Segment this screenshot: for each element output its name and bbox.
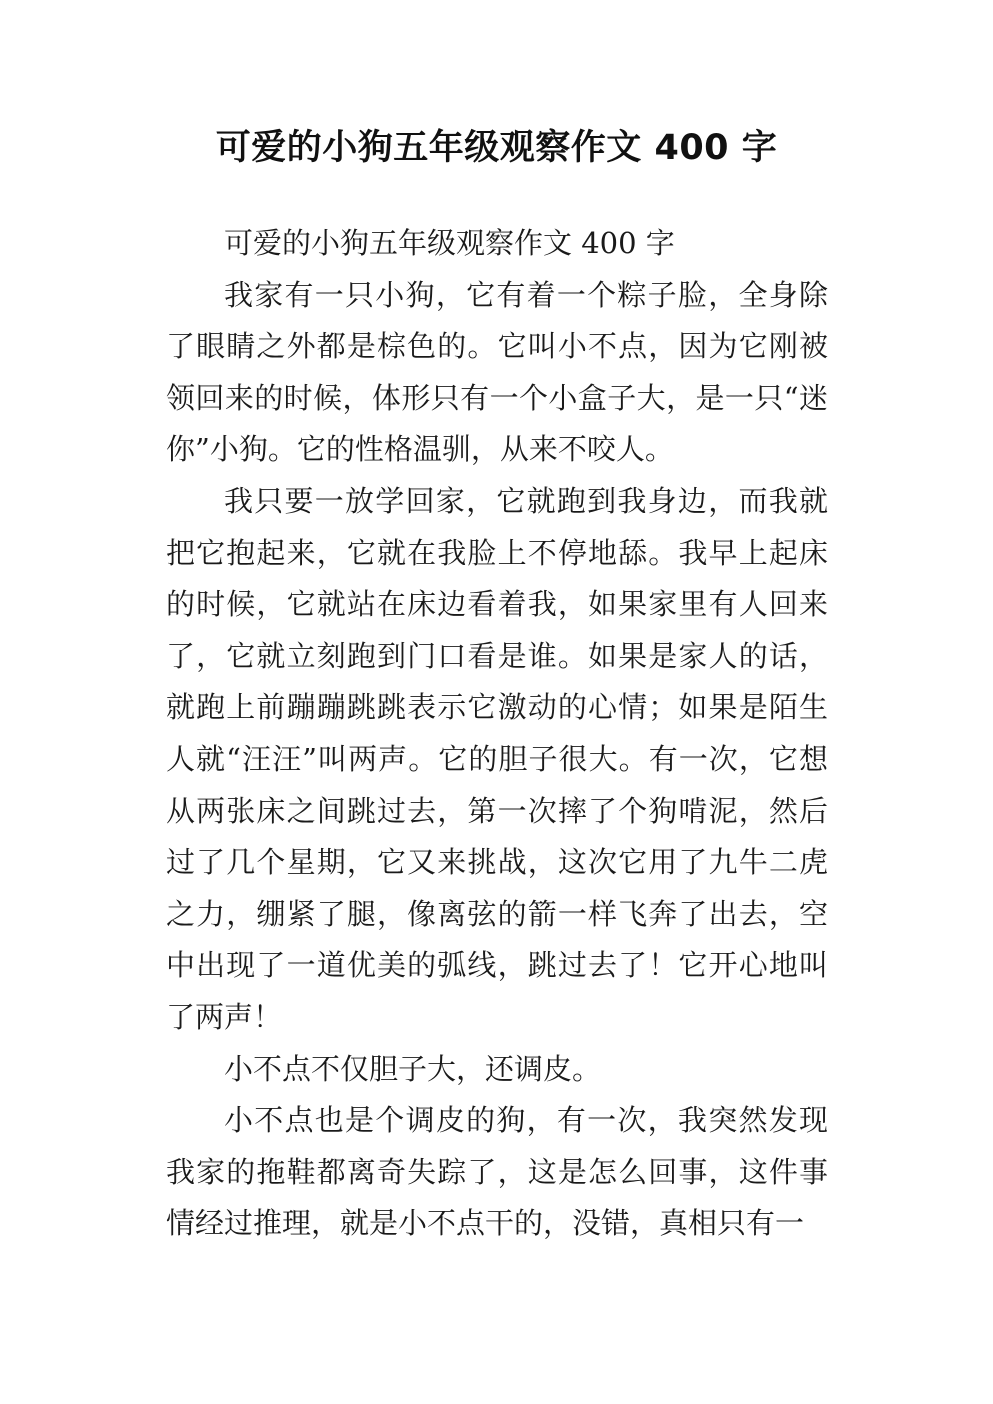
paragraph: 我只要一放学回家，它就跑到我身边，而我就把它抱起来，它就在我脸上不停地舔。我早上起床的时候，它就站在床边看着我，如果家里有人回来了，它就立刻跑到门口看是谁。如果是家人的话，就跑上前蹦蹦跳跳表示它激动的心情；如果是陌生人就“汪汪”叫两声。它的胆子很大。有一次，它想从两张床之间跳过去，第一次摔了个狗啃泥，然后过了几个星期，它又来挑战，这次它用了九牛二虎之力，绷紧了腿，像离弦的箭一样飞奔了出去，空中出现了一道优美的弧线，跳过去了！它开心地叫了两声！ — [166, 483, 828, 1034]
document-title: 可爱的小狗五年级观察作文 400 字 — [215, 128, 778, 168]
document-body — [166, 218, 828, 1250]
paragraph: 小不点也是个调皮的狗，有一次，我突然发现我家的拖鞋都离奇失踪了，这是怎么回事，这件事情经过推理，就是小不点干的，没错，真相只有一 — [166, 1103, 828, 1241]
paragraph: 可爱的小狗五年级观察作文 400 字 — [224, 226, 675, 260]
paragraph: 小不点不仅胆子大，还调皮。 — [224, 1051, 602, 1086]
paragraph: 我家有一只小狗，它有着一个粽子脸，全身除了眼睛之外都是棕色的。它叫小不点，因为它刚被领回来的时候，体形只有一个小盒子大，是一只“迷你”小狗。它的性格温驯，从来不咬人。 — [166, 277, 828, 467]
